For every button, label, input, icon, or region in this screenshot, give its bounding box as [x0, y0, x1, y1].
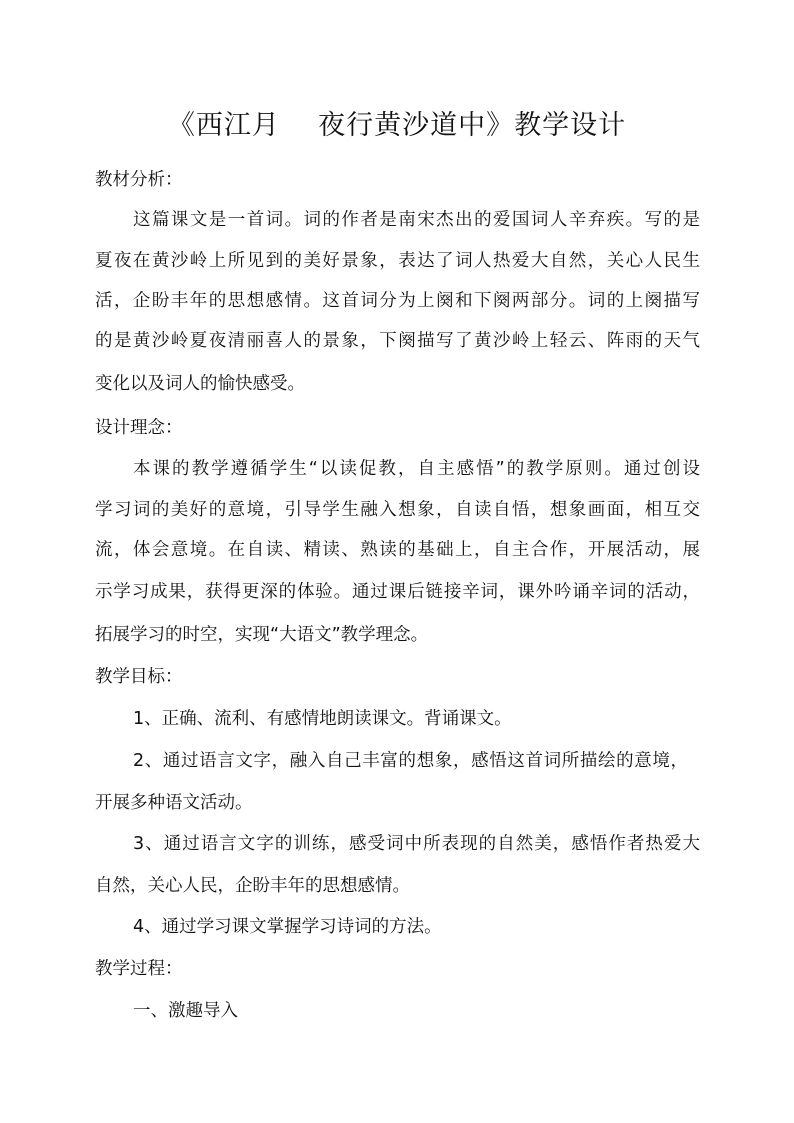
section-heading-analysis: 教材分析：: [95, 170, 183, 190]
paragraph-line: 拓展学习的时空，实现“大语文”教学理念。: [95, 625, 429, 645]
section-heading-philosophy: 设计理念：: [95, 418, 183, 438]
section-heading-objectives: 教学目标：: [95, 667, 183, 687]
paragraph-line: 学习词的美好的意境，引导学生融入想象，自读自悟，想象画面，相互交: [95, 500, 700, 520]
paragraph-line: 夏夜在黄沙岭上所见到的美好景象，表达了词人热爱大自然，关心人民生: [95, 251, 700, 271]
objective-item: 1、正确、流利、有感情地朗读课文。背诵课文。: [133, 709, 512, 729]
process-step: 一、激趣导入: [133, 1001, 238, 1021]
objective-item-continued: 自然，关心人民，企盼丰年的思想感情。: [95, 876, 410, 896]
objective-item: 4、通过学习课文掌握学习诗词的方法。: [133, 917, 442, 937]
section-heading-process: 教学过程：: [95, 959, 183, 979]
paragraph-line: 活，企盼丰年的思想感情。这首词分为上阕和下阕两部分。词的上阕描写: [95, 291, 700, 311]
paragraph-line: 的是黄沙岭夏夜清丽喜人的景象，下阕描写了黄沙岭上轻云、阵雨的天气: [95, 331, 700, 351]
objective-item-continued: 开展多种语文活动。: [95, 793, 253, 813]
paragraph-line: 这篇课文是一首词。词的作者是南宋杰出的爱国词人辛弃疾。写的是: [133, 210, 700, 230]
paragraph-line: 变化以及词人的愉快感受。: [95, 374, 305, 394]
paragraph-line: 流，体会意境。在自读、精读、熟读的基础上，自主合作，开展活动，展: [95, 540, 700, 560]
document-title: 《西江月 夜行黄沙道中》教学设计: [167, 110, 627, 141]
objective-item: 3、通过语言文字的训练，感受词中所表现的自然美，感悟作者热爱大: [133, 834, 700, 854]
objective-item: 2、通过语言文字，融入自己丰富的想象，感悟这首词所描绘的意境，: [133, 751, 688, 771]
paragraph-line: 本课的教学遵循学生“以读促教，自主感悟”的教学原则。通过创设: [133, 459, 700, 479]
paragraph-line: 示学习成果，获得更深的体验。通过课后链接辛词，课外吟诵辛词的活动，: [95, 582, 700, 602]
